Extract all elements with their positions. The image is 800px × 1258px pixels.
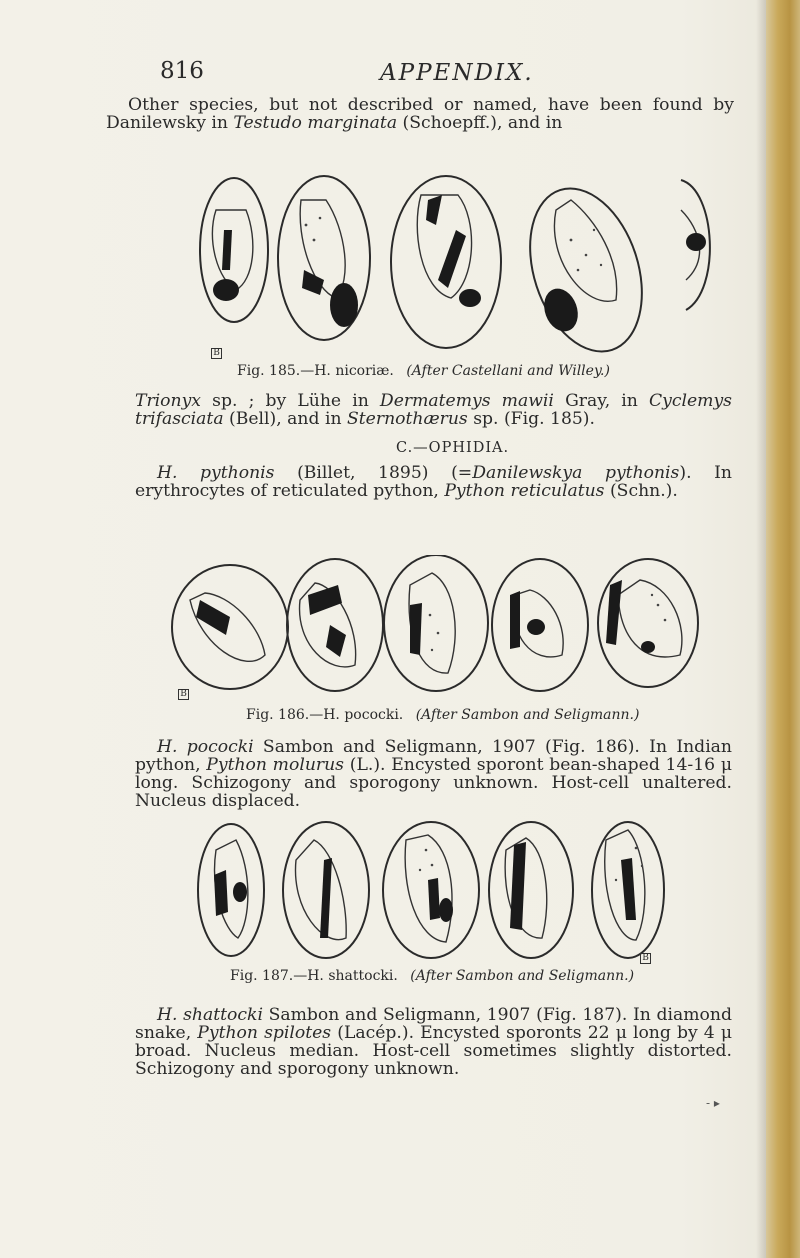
page-edge [766, 0, 800, 1258]
paragraph-intro: Other species, but not described or named, have been found by Danilewsky in Testudo marginata (Schoepff.), and in [106, 95, 734, 133]
fig186-caption [246, 707, 639, 723]
paragraph-shattocki: H. shattocki Sambon and Seligmann, 1907 (Fig. 187). In diamond snake, Python spilotes (Lacép.). Encysted sporonts 22 μ long by 4 μ broad. Nucleus median. Host-cell sometimes slightly distorted. Schizogony and sporogony unknown. [135, 1005, 732, 1079]
fig186-nucleus-4 [510, 591, 520, 649]
fig186-label: Fig. 186.—H. pococki. [246, 707, 404, 723]
page-header [160, 58, 720, 98]
fig185-label: Fig. 185.—H. nicoriæ. [237, 363, 394, 379]
fig186-credit: (After Sambon and Seligmann.) [415, 707, 640, 723]
fig185-nucleus-2 [330, 283, 358, 327]
paragraph-pythonis: H. pythonis (Billet, 1895) (=Danilewskya pythonis). In erythrocytes of reticulated python, Python reticulatus (Schn.). [135, 463, 732, 501]
section-heading-ophidia: C.—OPHIDIA. [396, 440, 510, 456]
fig185-nucleus-3 [438, 230, 466, 288]
fig185-nucleus-1 [213, 279, 239, 301]
fig187-credit: (After Sambon and Seligmann.) [410, 968, 635, 984]
fig185-cell-1 [200, 178, 268, 322]
fig186-mark: B [178, 689, 189, 700]
fig187-nucleus-5 [621, 858, 636, 920]
running-head: APPENDIX. [380, 60, 534, 86]
figure-186 [170, 555, 730, 705]
paragraph-trionyx: Trionyx sp. ; by Lühe in Dermatemys mawii Gray, in Cyclemys trifasciata (Bell), and in Sternothærus sp. (Fig. 185). [135, 391, 732, 429]
fig186-nucleus-3 [410, 603, 422, 655]
fig187-nucleus-4 [510, 842, 526, 930]
figure-185 [196, 170, 716, 365]
fig185-credit: (After Castellani and Willey.) [406, 363, 610, 379]
fig186-cell-1 [172, 565, 288, 689]
page-gutter-shadow [756, 0, 766, 1258]
paragraph-pococki: H. pococki Sambon and Seligmann, 1907 (Fig. 186). In Indian python, Python molurus (L.). Encysted sporont bean-shaped 14-16 μ long. Schizogony and sporogony unknown. Host-cell unaltered. Nucleus displaced. [135, 737, 733, 811]
fig185-cell-4 [511, 174, 662, 365]
fig185-nucleus-4 [538, 284, 583, 336]
figure-187 [196, 820, 696, 965]
fig187-mark: B [640, 953, 651, 964]
fig187-cell-1 [198, 824, 264, 956]
fig187-nucleus-2 [320, 858, 332, 938]
fig187-nucleus-3 [428, 878, 440, 920]
page-number: 816 [160, 58, 204, 84]
fig187-caption [230, 968, 634, 984]
fig185-mark: B [211, 348, 222, 359]
fig187-nucleus-1 [214, 870, 228, 916]
fig186-nucleus-1 [196, 600, 230, 635]
fig186-nucleus-2 [308, 585, 342, 615]
fig187-label: Fig. 187.—H. shattocki. [230, 968, 398, 984]
fig185-caption [237, 363, 610, 379]
page-mark: - ▸ [706, 1096, 720, 1110]
